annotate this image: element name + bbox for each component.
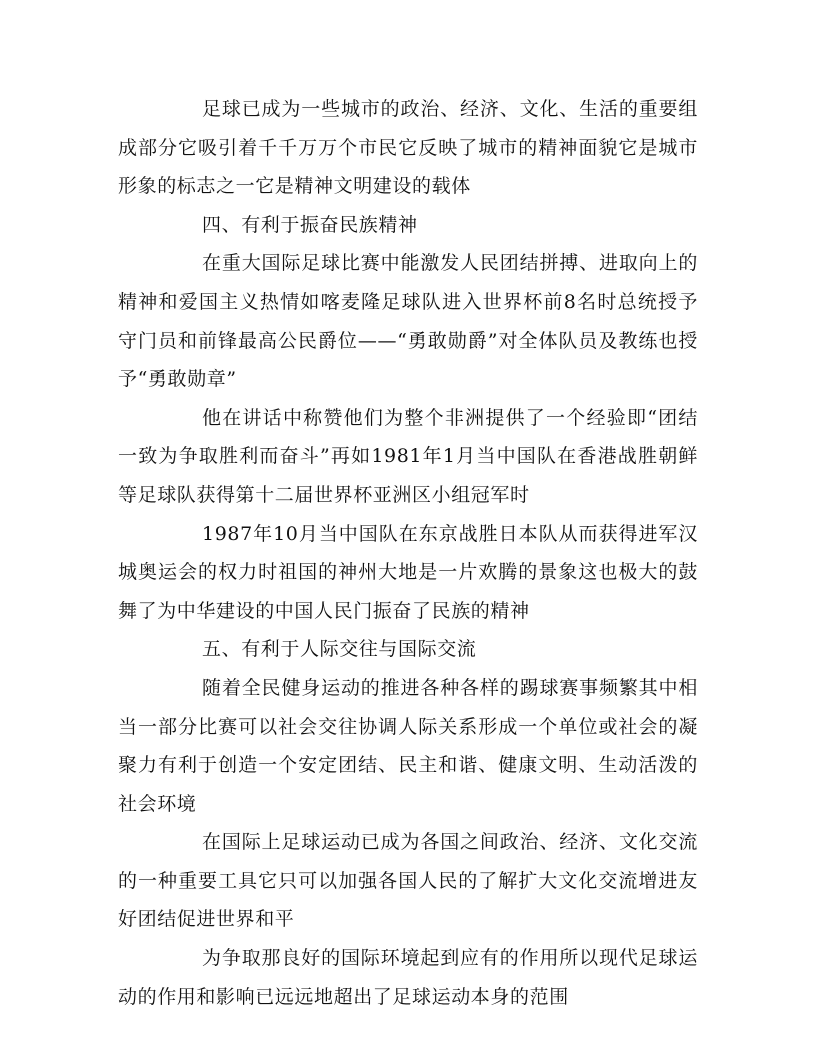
paragraph-international-tool: 在国际上足球运动已成为各国之间政治、经济、文化交流的一种重要工具它只可以加强各国人民的了解扩大文化交流增进友好团结促进世界和平 [118, 831, 698, 931]
section-heading-international-exchange: 五、有利于人际交往与国际交流 [202, 638, 477, 661]
paragraph-tokyo-victory: 1987年10月当中国队在东京战胜日本队从而获得进军汉城奥运会的权力时祖国的神州大地是一片欢腾的景象这也极大的鼓舞了为中华建设的中国人民门振奋了民族的精神 [118, 522, 698, 622]
paragraph-cameroon: 在重大国际足球比赛中能激发人民团结拼搏、进取向上的精神和爱国主义热情如喀麦隆足球队进入世界杯前8名时总统授予守门员和前锋最高公民爵位——“勇敢勋爵”对全体队员及教练也授予“勇敢勋章” [118, 252, 698, 391]
paragraph-city-football: 足球已成为一些城市的政治、经济、文化、生活的重要组成部分它吸引着千千万万个市民它反映了城市的精神面貌它是城市形象的标志之一它是精神文明建设的载体 [118, 98, 698, 198]
document-body [118, 90, 698, 1016]
paragraph-beyond-sport: 为争取那良好的国际环境起到应有的作用所以现代足球运动的作用和影响已远远地超出了足球运动本身的范围 [118, 947, 698, 1008]
paragraph-africa-unity: 他在讲话中称赞他们为整个非洲提供了一个经验即“团结一致为争取胜利而奋斗”再如1981年1月当中国队在香港战胜朝鲜等足球队获得第十二届世界杯亚洲区小组冠军时 [118, 406, 698, 506]
section-heading-national-spirit: 四、有利于振奋民族精神 [202, 213, 418, 236]
paragraph-fitness-social: 随着全民健身运动的推进各种各样的踢球赛事频繁其中相当一部分比赛可以社会交往协调人际关系形成一个单位或社会的凝聚力有利于创造一个安定团结、民主和谐、健康文明、生动活泼的社会环境 [118, 676, 698, 815]
